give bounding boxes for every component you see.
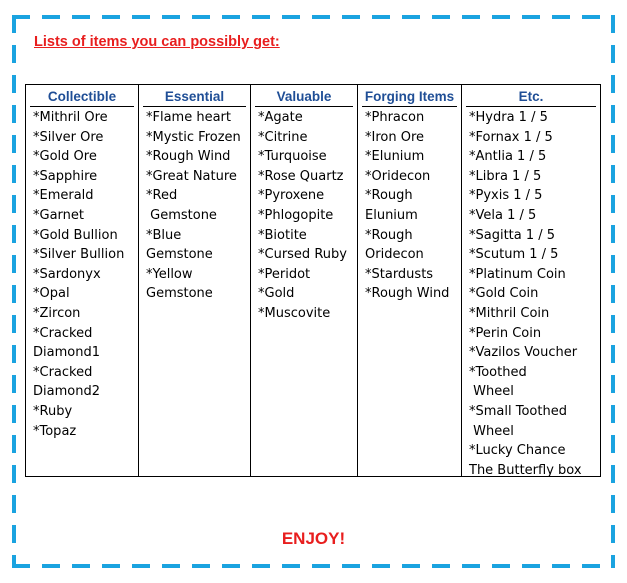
items-table: [25, 84, 601, 477]
list-item: *Topaz: [33, 423, 77, 439]
list-item: *Flame heart: [146, 110, 231, 125]
item-list-forging-items: [358, 107, 461, 304]
page-heading: Lists of items you can possibly get:: [34, 34, 280, 50]
list-item: The Butterfly box: [469, 462, 582, 478]
item-list-essential: [139, 107, 250, 304]
column-forging-items: [357, 85, 461, 476]
list-item: *Gold Ore: [33, 149, 97, 165]
column-header-valuable: Valuable: [255, 88, 353, 107]
list-item: Wheel: [469, 384, 514, 400]
list-item: *Rough Wind: [146, 149, 231, 165]
list-item: *Platinum Coin: [469, 266, 566, 282]
column-header-etc: Etc.: [466, 88, 596, 107]
dashed-border-bottom: [12, 564, 615, 568]
list-item: *Pyxis 1 / 5: [469, 188, 543, 204]
dashed-border-top: [12, 15, 615, 19]
column-header-collectible: Collectible: [30, 88, 134, 107]
list-item: *Phlogopite: [258, 207, 334, 223]
list-item: Diamond1: [33, 345, 100, 361]
list-item: *Red: [146, 188, 178, 204]
list-item: *Rough: [365, 227, 413, 243]
list-item: *Silver Ore: [33, 129, 104, 145]
list-item: *Fornax 1 / 5: [469, 129, 553, 145]
dashed-border-right: [611, 15, 615, 568]
list-item: *Lucky Chance: [469, 443, 566, 459]
list-item: *Mystic Frozen: [146, 129, 241, 145]
list-item: *Yellow: [146, 266, 193, 282]
column-etc: [461, 85, 600, 476]
list-item: *Garnet: [33, 207, 84, 223]
column-valuable: [250, 85, 357, 476]
list-item: *Biotite: [258, 227, 307, 243]
list-item: *Emerald: [33, 188, 94, 204]
list-item: *Elunium: [365, 149, 425, 165]
list-item: *Hydra 1 / 5: [469, 110, 548, 125]
list-item: *Iron Ore: [365, 129, 425, 145]
list-item: *Small Toothed: [469, 403, 567, 419]
list-item: *Blue: [146, 227, 182, 243]
list-item: *Mithril Ore: [33, 110, 108, 125]
dashed-border-left: [12, 15, 16, 568]
column-header-essential: Essential: [143, 88, 246, 107]
list-item: *Cracked: [33, 325, 93, 341]
list-item: *Sapphire: [33, 168, 98, 184]
list-item: *Rose Quartz: [258, 168, 344, 184]
list-item: Gemstone: [146, 247, 213, 263]
item-list-collectible: [26, 107, 138, 441]
list-item: *Agate: [258, 110, 303, 125]
list-item: *Muscovite: [258, 305, 331, 321]
list-item: *Sagitta 1 / 5: [469, 227, 556, 243]
list-item: Gemstone: [146, 207, 217, 223]
list-item: *Silver Bullion: [33, 247, 125, 263]
list-item: *Opal: [33, 286, 70, 302]
list-item: *Citrine: [258, 129, 308, 145]
list-item: *Pyroxene: [258, 188, 325, 204]
list-item: *Rough Wind: [365, 286, 450, 302]
list-item: *Gold: [258, 286, 295, 302]
list-item: *Rough: [365, 188, 413, 204]
list-item: Gemstone: [146, 286, 213, 302]
list-item: *Mithril Coin: [469, 305, 550, 321]
list-item: *Cursed Ruby: [258, 247, 347, 263]
list-item: Oridecon: [365, 247, 424, 263]
list-item: *Ruby: [33, 403, 73, 419]
column-header-forging-items: Forging Items: [362, 88, 457, 107]
column-collectible: [26, 85, 138, 476]
list-item: *Toothed: [469, 364, 527, 380]
list-item: *Vela 1 / 5: [469, 207, 537, 223]
item-list-etc: [462, 107, 600, 480]
list-item: *Zircon: [33, 305, 81, 321]
list-item: *Vazilos Voucher: [469, 345, 578, 361]
list-item: *Sardonyx: [33, 266, 101, 282]
list-item: *Turquoise: [258, 149, 327, 165]
list-item: *Gold Coin: [469, 286, 539, 302]
list-item: *Oridecon: [365, 168, 431, 184]
list-item: *Scutum 1 / 5: [469, 247, 559, 263]
list-item: *Peridot: [258, 266, 311, 282]
column-essential: [138, 85, 250, 476]
list-item: Elunium: [365, 207, 418, 223]
list-item: Wheel: [469, 423, 514, 439]
list-item: *Phracon: [365, 110, 425, 125]
list-item: *Perin Coin: [469, 325, 542, 341]
list-item: *Cracked: [33, 364, 93, 380]
list-item: *Gold Bullion: [33, 227, 118, 243]
list-item: *Libra 1 / 5: [469, 168, 542, 184]
list-item: *Great Nature: [146, 168, 237, 184]
list-item: Diamond2: [33, 384, 100, 400]
list-item: *Antlia 1 / 5: [469, 149, 547, 165]
item-list-valuable: [251, 107, 357, 324]
list-item: *Stardusts: [365, 266, 434, 282]
footer-enjoy: ENJOY!: [281, 529, 346, 548]
